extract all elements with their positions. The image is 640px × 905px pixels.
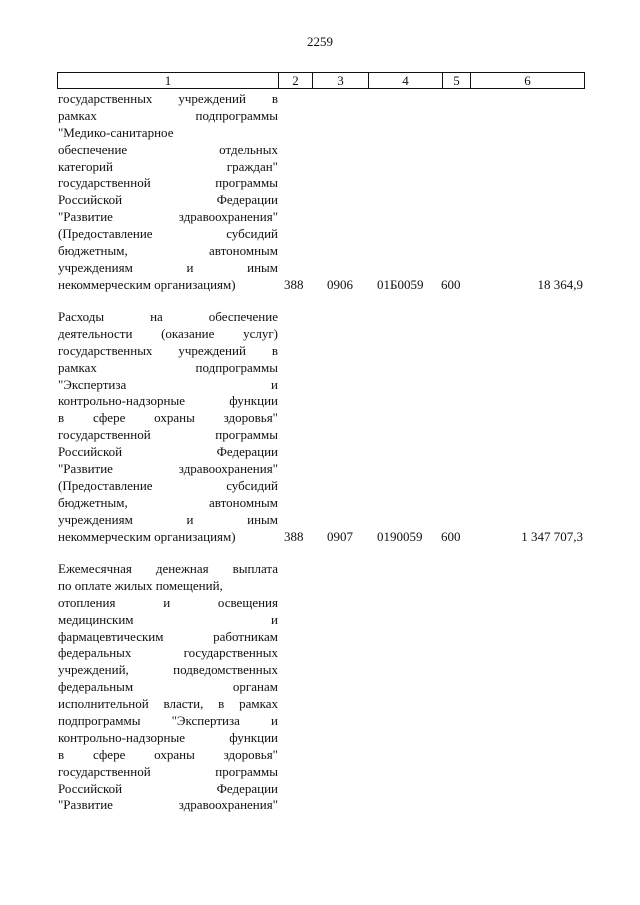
text-line: государственной программы bbox=[58, 175, 278, 191]
text-line: контрольно-надзорные функции bbox=[58, 393, 278, 409]
row-1-col4: 0190059 bbox=[377, 529, 423, 544]
text-line: учреждениям и иным bbox=[58, 511, 278, 527]
row-1-col2: 388 bbox=[284, 529, 304, 544]
column-header-4: 4 bbox=[368, 73, 442, 88]
text-line: Ежемесячная денежная выплата bbox=[58, 561, 278, 576]
column-header-3: 3 bbox=[312, 73, 368, 88]
row-0-col2: 388 bbox=[284, 277, 304, 292]
row-0-col6: 18 364,9 bbox=[537, 277, 583, 292]
text-line: подпрограммы "Экспертиза и bbox=[58, 713, 278, 729]
text-line: государственных учреждений в bbox=[58, 91, 278, 106]
text-line: государственной программы bbox=[58, 427, 278, 443]
row-0-col4: 01Б0059 bbox=[377, 277, 424, 292]
text-line: "Развитие здравоохранения" bbox=[58, 209, 278, 225]
text-line: (Предоставление субсидий bbox=[58, 477, 278, 493]
text-line: бюджетным, автономным bbox=[58, 494, 278, 510]
text-line: по оплате жилых помещений, bbox=[58, 577, 223, 593]
text-line: "Медико-санитарное bbox=[58, 124, 174, 140]
row-0-col5: 600 bbox=[441, 277, 461, 292]
text-line: некоммерческим организациям) bbox=[58, 528, 236, 544]
page-number: 2259 bbox=[307, 34, 333, 49]
text-line: в сфере охраны здоровья" bbox=[58, 410, 278, 426]
text-line: деятельности (оказание услуг) bbox=[58, 325, 278, 341]
text-line: бюджетным, автономным bbox=[58, 243, 278, 259]
text-line: отопления и освещения bbox=[58, 594, 278, 610]
text-line: в сфере охраны здоровья" bbox=[58, 746, 278, 762]
text-line: "Развитие здравоохранения" bbox=[58, 797, 278, 813]
text-line: Российской Федерации bbox=[58, 444, 278, 460]
row-1-col6: 1 347 707,3 bbox=[521, 529, 583, 544]
text-line: Расходы на обеспечение bbox=[58, 309, 278, 324]
column-header-6: 6 bbox=[470, 73, 584, 88]
text-line: государственной программы bbox=[58, 763, 278, 779]
column-header-5: 5 bbox=[442, 73, 470, 88]
row-0-col3: 0906 bbox=[327, 277, 353, 292]
text-line: федеральным органам bbox=[58, 679, 278, 695]
text-line: "Экспертиза и bbox=[58, 376, 278, 392]
text-line: обеспечение отдельных bbox=[58, 141, 278, 157]
text-line: рамках подпрограммы bbox=[58, 107, 278, 123]
text-line: Российской Федерации bbox=[58, 192, 278, 208]
text-line: исполнительной власти, в рамках bbox=[58, 696, 278, 712]
text-line: Российской Федерации bbox=[58, 780, 278, 796]
text-line: федеральных государственных bbox=[58, 645, 278, 661]
text-line: учреждений, подведомственных bbox=[58, 662, 278, 678]
row-1-description bbox=[58, 309, 278, 545]
text-line: рамках подпрограммы bbox=[58, 359, 278, 375]
text-line: (Предоставление субсидий bbox=[58, 226, 278, 242]
text-line: учреждениям и иным bbox=[58, 259, 278, 275]
row-0-description bbox=[58, 91, 278, 294]
text-line: категорий граждан" bbox=[58, 158, 278, 174]
column-header-2: 2 bbox=[278, 73, 312, 88]
row-2-description bbox=[58, 561, 278, 814]
text-line: фармацевтическим работникам bbox=[58, 628, 278, 644]
row-1-col5: 600 bbox=[441, 529, 461, 544]
column-header-1: 1 bbox=[164, 73, 172, 88]
column-header-row bbox=[57, 72, 585, 89]
text-line: медицинским и bbox=[58, 611, 278, 627]
text-line: некоммерческим организациям) bbox=[58, 276, 236, 292]
row-1-col3: 0907 bbox=[327, 529, 353, 544]
text-line: "Развитие здравоохранения" bbox=[58, 461, 278, 477]
text-line: государственных учреждений в bbox=[58, 342, 278, 358]
text-line: контрольно-надзорные функции bbox=[58, 729, 278, 745]
